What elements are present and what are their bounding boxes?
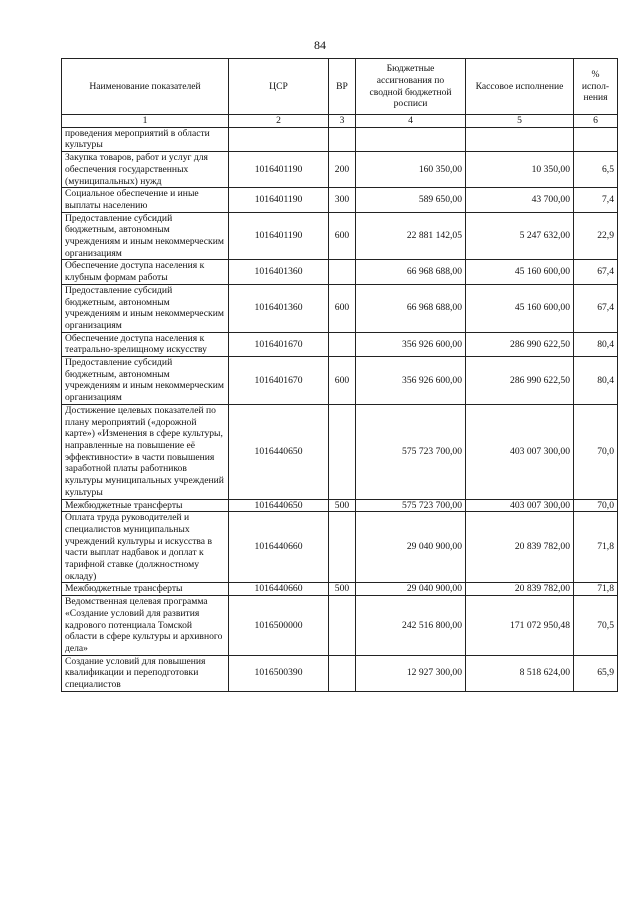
row-cash: 45 160 600,00	[466, 284, 574, 332]
table-row	[62, 583, 618, 596]
table-row	[62, 357, 618, 405]
row-name: Достижение целевых показателей по плану мероприятий («дорожной карте») «Изменения в сфере культуры, направленные на повышение её эффективности» в части повышения заработной платы работников культуры муниципальных учреждений культуры	[62, 404, 229, 499]
row-name: Предоставление субсидий бюджетным, автономным учреждениям и иным некоммерческим организациям	[62, 284, 229, 332]
row-cash: 20 839 782,00	[466, 583, 574, 596]
row-csr: 1016401360	[229, 284, 329, 332]
table-row	[62, 212, 618, 260]
header-vr: ВР	[329, 59, 356, 115]
row-csr: 1016401670	[229, 357, 329, 405]
budget-execution-table	[61, 58, 618, 692]
row-cash: 286 990 622,50	[466, 357, 574, 405]
row-budget: 356 926 600,00	[356, 357, 466, 405]
row-percent: 80,4	[574, 332, 618, 356]
row-vr	[329, 127, 356, 151]
row-percent: 67,4	[574, 284, 618, 332]
table-row	[62, 404, 618, 499]
row-vr: 600	[329, 212, 356, 260]
page-number: 84	[314, 38, 326, 52]
header-indicator-name: Наименование показателей	[62, 59, 229, 115]
row-budget: 66 968 688,00	[356, 284, 466, 332]
column-number: 1	[62, 115, 229, 128]
row-csr	[229, 127, 329, 151]
table-row	[62, 499, 618, 512]
table-row	[62, 127, 618, 151]
row-percent: 70,0	[574, 499, 618, 512]
row-percent: 22,9	[574, 212, 618, 260]
row-cash: 286 990 622,50	[466, 332, 574, 356]
row-budget	[356, 127, 466, 151]
row-vr: 200	[329, 152, 356, 188]
row-name: Создание условий для повышения квалификации и переподготовки специалистов	[62, 655, 229, 691]
row-percent: 80,4	[574, 357, 618, 405]
row-name: Ведомственная целевая программа «Создание условий для развития кадрового потенциала Томской области в сфере культуры и архивного дела»	[62, 596, 229, 656]
row-budget: 589 650,00	[356, 188, 466, 212]
row-cash: 171 072 950,48	[466, 596, 574, 656]
row-vr	[329, 260, 356, 284]
row-name: Обеспечение доступа населения к театрально-зрелищному искусству	[62, 332, 229, 356]
row-percent: 71,8	[574, 583, 618, 596]
row-csr: 1016440650	[229, 499, 329, 512]
header-row	[62, 59, 618, 115]
header-cash-execution: Кассовое исполнение	[466, 59, 574, 115]
row-vr	[329, 655, 356, 691]
row-cash	[466, 127, 574, 151]
row-vr: 600	[329, 284, 356, 332]
row-budget: 160 350,00	[356, 152, 466, 188]
row-vr: 300	[329, 188, 356, 212]
row-percent: 6,5	[574, 152, 618, 188]
row-name: Межбюджетные трансферты	[62, 499, 229, 512]
header-budget-allocations: Бюджетные ассигнования по сводной бюджетной росписи	[356, 59, 466, 115]
row-vr	[329, 512, 356, 583]
column-number: 4	[356, 115, 466, 128]
column-number: 2	[229, 115, 329, 128]
row-csr: 1016440650	[229, 404, 329, 499]
table-row	[62, 152, 618, 188]
row-budget: 66 968 688,00	[356, 260, 466, 284]
header-csr: ЦСР	[229, 59, 329, 115]
column-number: 5	[466, 115, 574, 128]
row-vr: 500	[329, 583, 356, 596]
row-cash: 20 839 782,00	[466, 512, 574, 583]
row-vr: 600	[329, 357, 356, 405]
column-number: 3	[329, 115, 356, 128]
row-vr	[329, 332, 356, 356]
table-row	[62, 655, 618, 691]
header-execution-percent: % испол-нения	[574, 59, 618, 115]
table-row	[62, 332, 618, 356]
row-csr: 1016500000	[229, 596, 329, 656]
row-name: Межбюджетные трансферты	[62, 583, 229, 596]
table-row	[62, 188, 618, 212]
table-row	[62, 596, 618, 656]
row-percent: 7,4	[574, 188, 618, 212]
row-csr: 1016500390	[229, 655, 329, 691]
row-percent	[574, 127, 618, 151]
row-csr: 1016401190	[229, 152, 329, 188]
row-cash: 5 247 632,00	[466, 212, 574, 260]
row-cash: 403 007 300,00	[466, 404, 574, 499]
row-budget: 575 723 700,00	[356, 404, 466, 499]
row-budget: 29 040 900,00	[356, 583, 466, 596]
row-name: Закупка товаров, работ и услуг для обеспечения государственных (муниципальных) нужд	[62, 152, 229, 188]
row-percent: 65,9	[574, 655, 618, 691]
row-name: Обеспечение доступа населения к клубным формам работы	[62, 260, 229, 284]
row-cash: 403 007 300,00	[466, 499, 574, 512]
table-row	[62, 260, 618, 284]
row-vr: 500	[329, 499, 356, 512]
row-budget: 242 516 800,00	[356, 596, 466, 656]
row-budget: 22 881 142,05	[356, 212, 466, 260]
row-csr: 1016401360	[229, 260, 329, 284]
row-csr: 1016401190	[229, 212, 329, 260]
row-name: Предоставление субсидий бюджетным, автономным учреждениям и иным некоммерческим организациям	[62, 357, 229, 405]
row-csr: 1016440660	[229, 512, 329, 583]
row-percent: 70,0	[574, 404, 618, 499]
row-budget: 12 927 300,00	[356, 655, 466, 691]
row-budget: 575 723 700,00	[356, 499, 466, 512]
row-percent: 71,8	[574, 512, 618, 583]
row-percent: 67,4	[574, 260, 618, 284]
row-cash: 10 350,00	[466, 152, 574, 188]
row-cash: 8 518 624,00	[466, 655, 574, 691]
row-cash: 45 160 600,00	[466, 260, 574, 284]
row-cash: 43 700,00	[466, 188, 574, 212]
column-number-row	[62, 115, 618, 128]
table-row	[62, 512, 618, 583]
row-csr: 1016440660	[229, 583, 329, 596]
column-number: 6	[574, 115, 618, 128]
row-csr: 1016401670	[229, 332, 329, 356]
row-csr: 1016401190	[229, 188, 329, 212]
row-budget: 29 040 900,00	[356, 512, 466, 583]
row-name: Социальное обеспечение и иные выплаты населению	[62, 188, 229, 212]
row-percent: 70,5	[574, 596, 618, 656]
row-name: проведения мероприятий в области культуры	[62, 127, 229, 151]
row-vr	[329, 404, 356, 499]
row-name: Оплата труда руководителей и специалистов муниципальных учреждений культуры и искусства в части выплат надбавок и доплат к тарифной ставке (должностному окладу)	[62, 512, 229, 583]
table-row	[62, 284, 618, 332]
row-name: Предоставление субсидий бюджетным, автономным учреждениям и иным некоммерческим организациям	[62, 212, 229, 260]
row-budget: 356 926 600,00	[356, 332, 466, 356]
row-vr	[329, 596, 356, 656]
